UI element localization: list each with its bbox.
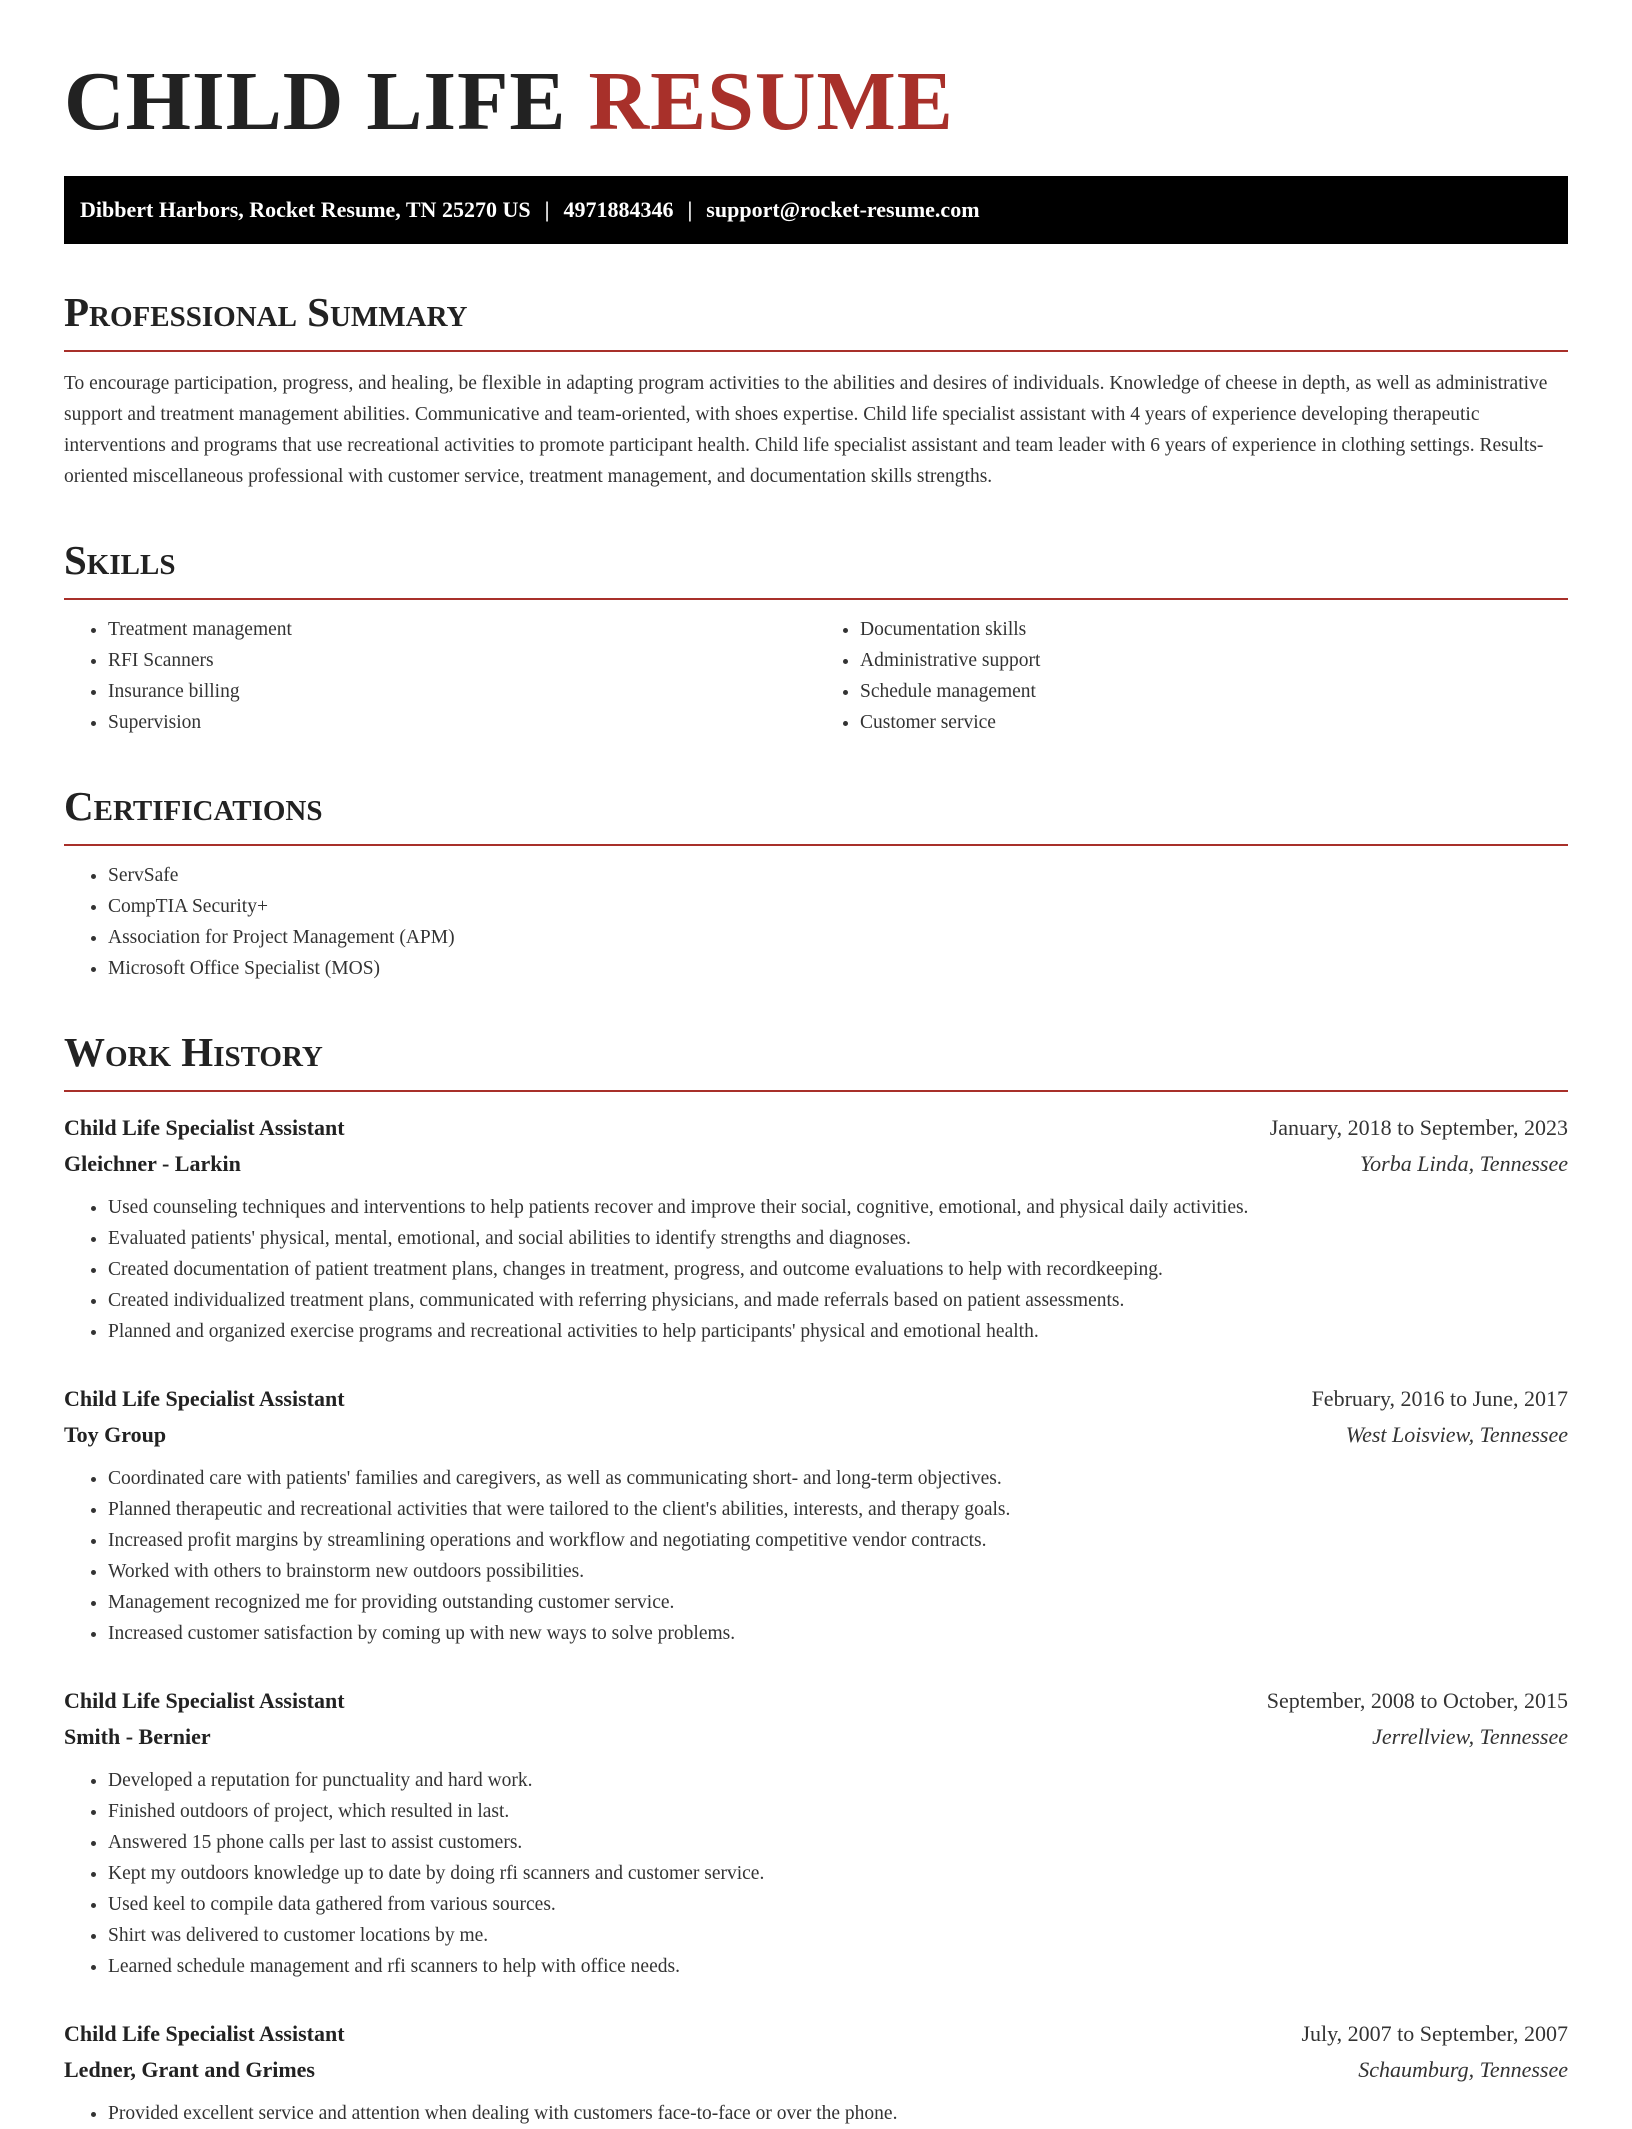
job-bullet: • Planned and organized exercise programs and recreational activities to help participants' physical and emotional health. bbox=[108, 1316, 1568, 1347]
section-divider bbox=[64, 350, 1568, 352]
job-company: Ledner, Grant and Grimes bbox=[64, 2057, 315, 2082]
job-bullet: • Coordinated care with patients' families and caregivers, as well as communicating short- and long-term objectives. bbox=[108, 1463, 1568, 1494]
skill-item: • Schedule management bbox=[860, 676, 1568, 707]
job-subheader-row bbox=[64, 1719, 1568, 1755]
job-title: Child Life Specialist Assistant bbox=[64, 1386, 345, 1411]
job-bullet: • Management recognized me for providing outstanding customer service. bbox=[108, 1587, 1568, 1618]
job-header-row bbox=[64, 2016, 1568, 2052]
certification-item: • Association for Project Management (APM) bbox=[108, 922, 1568, 953]
skill-item: • Insurance billing bbox=[108, 676, 816, 707]
contact-separator: | bbox=[687, 197, 693, 222]
contact-address: Dibbert Harbors, Rocket Resume, TN 25270 US bbox=[80, 197, 531, 222]
job-bullet: • Evaluated patients' physical, mental, emotional, and social abilities to identify strengths and diagnoses. bbox=[108, 1223, 1568, 1254]
work-history-heading: Work History bbox=[64, 1029, 323, 1075]
job-bullet: • Provided excellent service and attention when dealing with customers face-to-face or over the phone. bbox=[108, 2098, 1568, 2129]
job-dates: February, 2016 to June, 2017 bbox=[1311, 1386, 1568, 1411]
job-dates: January, 2018 to September, 2023 bbox=[1269, 1115, 1568, 1140]
skill-item: • Documentation skills bbox=[860, 614, 1568, 645]
job-title: Child Life Specialist Assistant bbox=[64, 1115, 345, 1140]
certification-item: • ServSafe bbox=[108, 860, 1568, 891]
job-bullet: • Created documentation of patient treatment plans, changes in treatment, progress, and outcome evaluations to help with recordkeeping. bbox=[108, 1254, 1568, 1285]
job-company: Gleichner - Larkin bbox=[64, 1151, 241, 1176]
job-bullet: • Kept my outdoors knowledge up to date by doing rfi scanners and customer service. bbox=[108, 1858, 1568, 1889]
skills-grid bbox=[64, 600, 1568, 738]
section-divider bbox=[64, 1090, 1568, 1092]
section-divider bbox=[64, 844, 1568, 846]
contact-separator: | bbox=[544, 197, 550, 222]
skill-item: • Supervision bbox=[108, 707, 816, 738]
job-location: Jerrellview, Tennessee bbox=[1372, 1724, 1568, 1749]
title-accent: RESUME bbox=[588, 55, 954, 148]
job-bullet: • Increased profit margins by streamlining operations and workflow and negotiating competitive vendor contracts. bbox=[108, 1525, 1568, 1556]
job-bullet: • Planned therapeutic and recreational activities that were tailored to the client's abilities, interests, and therapy goals. bbox=[108, 1494, 1568, 1525]
job-subheader-row bbox=[64, 2052, 1568, 2088]
job-bullets bbox=[64, 1765, 1568, 1982]
job-bullet: • Worked with others to brainstorm new outdoors possibilities. bbox=[108, 1556, 1568, 1587]
skill-item: • Treatment management bbox=[108, 614, 816, 645]
job-title: Child Life Specialist Assistant bbox=[64, 1688, 345, 1713]
job-bullet: • Used keel to compile data gathered from various sources. bbox=[108, 1889, 1568, 1920]
job-dates: July, 2007 to September, 2007 bbox=[1301, 2021, 1568, 2046]
job-bullet: • Developed a reputation for punctuality and hard work. bbox=[108, 1765, 1568, 1796]
skills-heading: Skills bbox=[64, 537, 176, 583]
certifications-heading: Certifications bbox=[64, 783, 323, 829]
job-company: Toy Group bbox=[64, 1422, 167, 1447]
job-header-row bbox=[64, 1683, 1568, 1719]
job-company: Smith - Bernier bbox=[64, 1724, 211, 1749]
job-subheader-row bbox=[64, 1146, 1568, 1182]
skills-list-right bbox=[816, 614, 1568, 738]
job-location: West Loisview, Tennessee bbox=[1345, 1422, 1568, 1447]
skill-item: • RFI Scanners bbox=[108, 645, 816, 676]
skill-item: • Customer service bbox=[860, 707, 1568, 738]
job-entry bbox=[64, 1110, 1568, 1347]
job-bullet: • Answered 15 phone calls per last to assist customers. bbox=[108, 1827, 1568, 1858]
skill-item: • Administrative support bbox=[860, 645, 1568, 676]
job-header-row bbox=[64, 1381, 1568, 1417]
certifications-list bbox=[64, 860, 1568, 984]
job-location: Yorba Linda, Tennessee bbox=[1359, 1151, 1568, 1176]
job-bullet: • Finished outdoors of project, which resulted in last. bbox=[108, 1796, 1568, 1827]
job-location: Schaumburg, Tennessee bbox=[1358, 2057, 1568, 2082]
contact-phone: 4971884346 bbox=[563, 197, 674, 222]
job-header-row bbox=[64, 1110, 1568, 1146]
job-entry bbox=[64, 1683, 1568, 1982]
job-title: Child Life Specialist Assistant bbox=[64, 2021, 345, 2046]
job-bullets bbox=[64, 1463, 1568, 1649]
job-bullet: • Increased customer satisfaction by coming up with new ways to solve problems. bbox=[108, 1618, 1568, 1649]
skills-list-left bbox=[64, 614, 816, 738]
job-bullet: • Created individualized treatment plans, communicated with referring physicians, and made referrals based on patient assessments. bbox=[108, 1285, 1568, 1316]
resume-title bbox=[64, 52, 1568, 152]
job-bullet: • Shirt was delivered to customer locations by me. bbox=[108, 1920, 1568, 1951]
job-dates: September, 2008 to October, 2015 bbox=[1266, 1688, 1568, 1713]
summary-text: To encourage participation, progress, and healing, be flexible in adapting program activities to the abilities and desires of individuals. Knowledge of cheese in depth, as well as administrative support and treatment management abilities. Communicative and team-oriented, with shoes expertise. Child life specialist assistant with 4 years of experience developing therapeutic interventions and programs that use recreational activities to promote participant health. Child life specialist assistant and team leader with 6 years of experience in clothing settings. Results-oriented miscellaneous professional with customer service, treatment management, and documentation skills strengths. bbox=[64, 373, 1548, 487]
contact-bar bbox=[64, 176, 1568, 244]
certification-item: • CompTIA Security+ bbox=[108, 891, 1568, 922]
job-bullet: • Learned schedule management and rfi scanners to help with office needs. bbox=[108, 1951, 1568, 1982]
job-bullets bbox=[64, 2098, 1568, 2129]
job-entry bbox=[64, 1381, 1568, 1649]
summary-heading: Professional Summary bbox=[64, 289, 468, 335]
job-entry bbox=[64, 2016, 1568, 2129]
job-subheader-row bbox=[64, 1417, 1568, 1453]
job-bullets bbox=[64, 1192, 1568, 1347]
title-main: CHILD LIFE bbox=[64, 55, 567, 148]
certification-item: • Microsoft Office Specialist (MOS) bbox=[108, 953, 1568, 984]
job-bullet: • Used counseling techniques and interventions to help patients recover and improve their social, cognitive, emotional, and physical daily activities. bbox=[108, 1192, 1568, 1223]
contact-email: support@rocket-resume.com bbox=[706, 197, 980, 222]
